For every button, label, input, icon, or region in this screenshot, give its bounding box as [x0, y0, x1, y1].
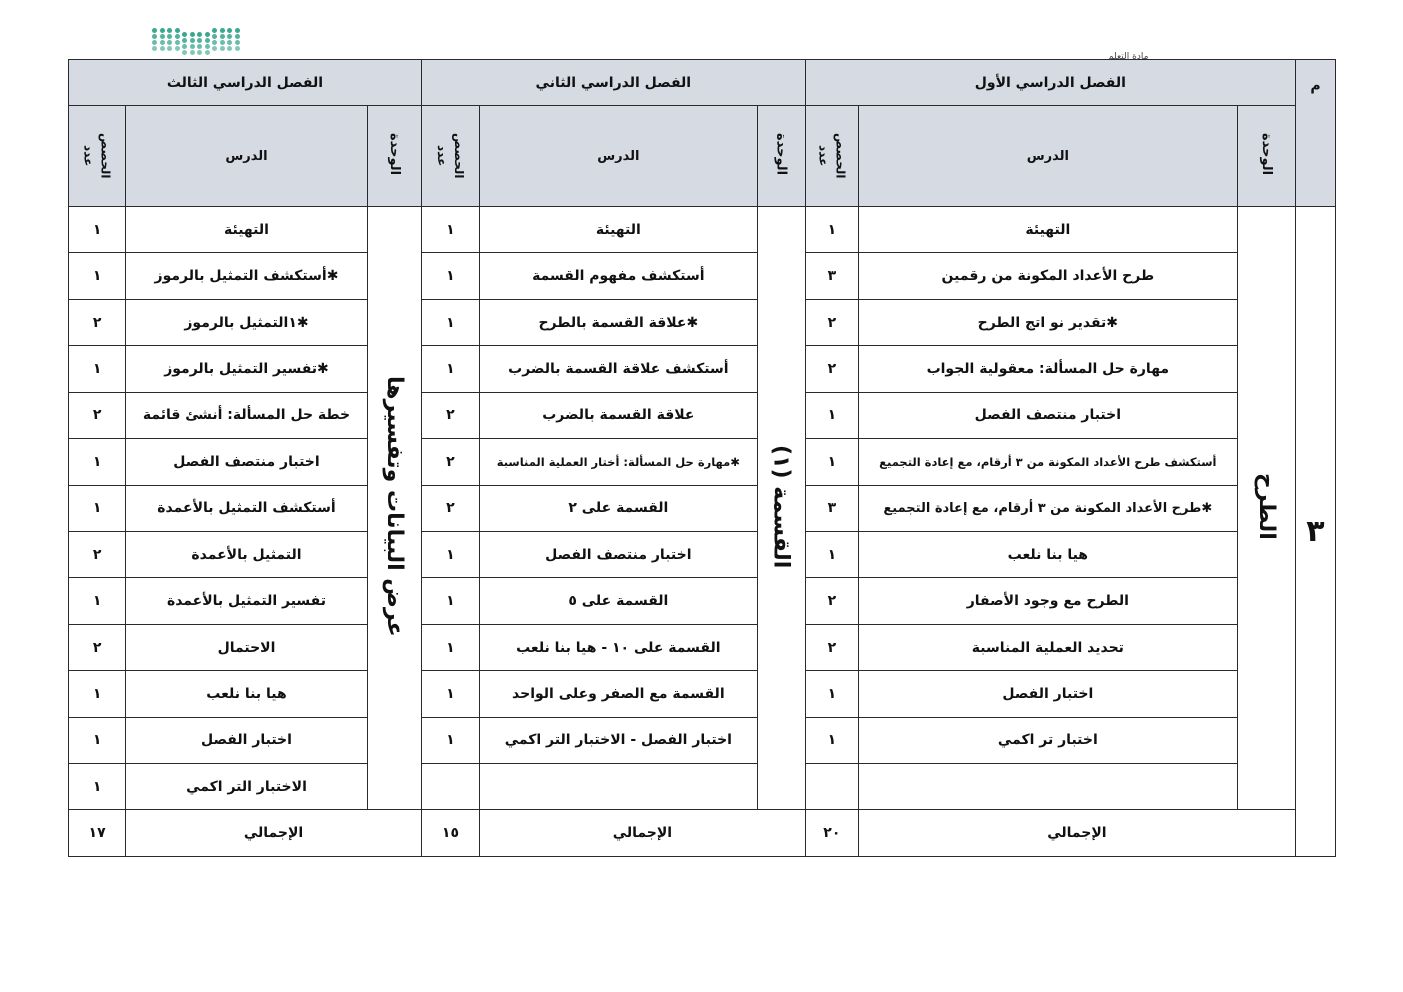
s1-count: ١ [805, 439, 858, 485]
s3-lesson: ✱تفسير التمثيل بالرموز [126, 346, 368, 392]
s3-lesson-header: الدرس [126, 106, 368, 207]
logo-dot [212, 34, 217, 39]
s3-count: ١ [69, 439, 126, 485]
s2-count: ٢ [421, 439, 479, 485]
semester-header-row [69, 60, 1336, 106]
logo-dot [197, 32, 202, 37]
table-row [69, 531, 1336, 577]
logo-dot [227, 28, 232, 33]
s1-lesson: طرح الأعداد المكونة من رقمين [858, 253, 1237, 299]
logo-dot [197, 44, 202, 49]
s1-count: ١ [805, 531, 858, 577]
s1-lesson: ✱طرح الأعداد المكونة من ٣ أرقام، مع إعادة التجميع [858, 485, 1237, 531]
s1-lesson [858, 764, 1237, 810]
s1-lesson: اختبار منتصف الفصل [858, 392, 1237, 438]
s3-count-header: الحصص عدد [69, 106, 126, 207]
logo-dot [160, 46, 165, 51]
s1-total: ٢٠ [805, 810, 858, 857]
s1-lesson: اختبار الفصل [858, 671, 1237, 717]
s1-count: ١ [805, 717, 858, 763]
s3-lesson: خطة حل المسألة: أنشئ قائمة [126, 392, 368, 438]
m-header: م [1295, 60, 1335, 207]
logo-dot [152, 40, 157, 45]
s2-lesson: اختبار منتصف الفصل [480, 531, 758, 577]
logo-dot [182, 38, 187, 43]
logo-dot [235, 34, 240, 39]
s3-count: ١ [69, 485, 126, 531]
logo-dot [182, 50, 187, 55]
s2-lesson [480, 764, 758, 810]
s3-lesson: التمثيل بالأعمدة [126, 531, 368, 577]
logo-dot [235, 28, 240, 33]
logo-dot [220, 34, 225, 39]
table-row [69, 253, 1336, 299]
s1-count: ٢ [805, 624, 858, 670]
s2-lesson: أستكشف مفهوم القسمة [480, 253, 758, 299]
s2-count: ١ [421, 299, 479, 345]
s2-unit: القسمة (١) [757, 207, 805, 810]
logo-dot [205, 44, 210, 49]
table-row [69, 485, 1336, 531]
s3-lesson: هيا بنا نلعب [126, 671, 368, 717]
s2-lesson: علاقة القسمة بالضرب [480, 392, 758, 438]
s2-total-label: الإجمالي [480, 810, 806, 857]
s1-unit-header: الوحدة [1237, 106, 1295, 207]
table-row [69, 717, 1336, 763]
totals-row [69, 810, 1336, 857]
s3-lesson: اختبار الفصل [126, 717, 368, 763]
table-row [69, 439, 1336, 485]
s1-lesson: هيا بنا نلعب [858, 531, 1237, 577]
logo-dot [152, 46, 157, 51]
s2-count: ١ [421, 578, 479, 624]
logo-dot [205, 38, 210, 43]
s2-count: ١ [421, 624, 479, 670]
s3-total-label: الإجمالي [126, 810, 422, 857]
logo-dot [190, 50, 195, 55]
logo-dot [227, 34, 232, 39]
logo-dot [190, 38, 195, 43]
logo-dot [160, 34, 165, 39]
s1-lesson-header: الدرس [858, 106, 1237, 207]
s1-lesson: أستكشف طرح الأعداد المكونة من ٣ أرقام، مع إعادة التجميع [858, 439, 1237, 485]
logo-dot [175, 34, 180, 39]
s2-count: ١ [421, 253, 479, 299]
s1-count: ٣ [805, 253, 858, 299]
logo-dot [212, 46, 217, 51]
logo-dot [182, 44, 187, 49]
s2-lesson: القسمة على ١٠ - هيا بنا نلعب [480, 624, 758, 670]
s2-lesson: اختبار الفصل - الاختبار التر اكمي [480, 717, 758, 763]
table-row [69, 299, 1336, 345]
s1-lesson: الطرح مع وجود الأصفار [858, 578, 1237, 624]
s2-lesson-header: الدرس [480, 106, 758, 207]
top-faint-text: مادة التعلم [1108, 52, 1149, 62]
table-row [69, 671, 1336, 717]
s3-count: ١ [69, 346, 126, 392]
logo-dot [182, 32, 187, 37]
s3-count: ٢ [69, 624, 126, 670]
s2-lesson: أستكشف علاقة القسمة بالضرب [480, 346, 758, 392]
s3-lesson: أستكشف التمثيل بالأعمدة [126, 485, 368, 531]
s3-count: ٢ [69, 392, 126, 438]
s1-count: ١ [805, 392, 858, 438]
logo-dot [175, 28, 180, 33]
s3-lesson: اختبار منتصف الفصل [126, 439, 368, 485]
s3-lesson: الاحتمال [126, 624, 368, 670]
s3-lesson: ✱أستكشف التمثيل بالرموز [126, 253, 368, 299]
table-row [69, 207, 1336, 253]
column-header-row [69, 106, 1336, 207]
s1-count: ٢ [805, 299, 858, 345]
s2-count: ١ [421, 717, 479, 763]
table-row [69, 346, 1336, 392]
s3-count: ١ [69, 253, 126, 299]
s1-lesson: ✱تقدير نو اتج الطرح [858, 299, 1237, 345]
s2-count: ٢ [421, 392, 479, 438]
s3-lesson: الاختبار التر اكمي [126, 764, 368, 810]
s2-lesson: ✱مهارة حل المسألة: أختار العملية المناسبة [480, 439, 758, 485]
logo-dot [205, 32, 210, 37]
table-row [69, 578, 1336, 624]
logo-dot [197, 50, 202, 55]
logo-dot [220, 28, 225, 33]
logo-dot [167, 28, 172, 33]
s2-count-header: الحصص عدد [421, 106, 479, 207]
s2-lesson: القسمة على ٢ [480, 485, 758, 531]
logo-dot [167, 40, 172, 45]
logo-dot [212, 28, 217, 33]
logo-dot [227, 40, 232, 45]
s1-count: ١ [805, 207, 858, 253]
s1-lesson: تحديد العملية المناسبة [858, 624, 1237, 670]
s1-total-label: الإجمالي [858, 810, 1295, 857]
table-row [69, 624, 1336, 670]
s3-total: ١٧ [69, 810, 126, 857]
s3-lesson: التهيئة [126, 207, 368, 253]
logo-dot [212, 40, 217, 45]
logo-dot [160, 28, 165, 33]
s1-count [805, 764, 858, 810]
table-row [69, 764, 1336, 810]
s3-count: ١ [69, 578, 126, 624]
logo-dot [197, 38, 202, 43]
s2-count [421, 764, 479, 810]
s2-count: ١ [421, 531, 479, 577]
s2-lesson: ✱علاقة القسمة بالطرح [480, 299, 758, 345]
s1-count: ٢ [805, 578, 858, 624]
logo-dot [220, 46, 225, 51]
logo-dot [190, 32, 195, 37]
logo-dot [220, 40, 225, 45]
s1-count: ٣ [805, 485, 858, 531]
s1-lesson: مهارة حل المسألة: معقولية الجواب [858, 346, 1237, 392]
s3-count: ٢ [69, 299, 126, 345]
s1-unit: الطرح [1237, 207, 1295, 810]
s1-count: ١ [805, 671, 858, 717]
s2-count: ٢ [421, 485, 479, 531]
logo-dot [190, 44, 195, 49]
semester3-header: الفصل الدراسي الثالث [69, 60, 422, 106]
s3-count: ١ [69, 671, 126, 717]
s3-lesson: تفسير التمثيل بالأعمدة [126, 578, 368, 624]
logo-dot [167, 46, 172, 51]
logo-dot [175, 40, 180, 45]
semester1-header: الفصل الدراسي الأول [805, 60, 1295, 106]
logo-dot [175, 46, 180, 51]
s3-unit-header: الوحدة [367, 106, 421, 207]
s3-unit: عرض البيانات وتفسيرها [367, 207, 421, 810]
ministry-logo [152, 28, 244, 58]
s1-lesson: التهيئة [858, 207, 1237, 253]
logo-dot [205, 50, 210, 55]
s2-lesson: القسمة على ٥ [480, 578, 758, 624]
logo-dot [235, 40, 240, 45]
s2-count: ١ [421, 346, 479, 392]
logo-dot [235, 46, 240, 51]
s3-lesson: ✱١التمثيل بالرموز [126, 299, 368, 345]
s1-lesson: اختبار تر اكمي [858, 717, 1237, 763]
s3-count: ٢ [69, 531, 126, 577]
semester2-header: الفصل الدراسي الثاني [421, 60, 805, 106]
row-number: ٣ [1295, 207, 1335, 857]
s3-count: ١ [69, 207, 126, 253]
s2-lesson: القسمة مع الصفر وعلى الواحد [480, 671, 758, 717]
s2-lesson: التهيئة [480, 207, 758, 253]
s2-total: ١٥ [421, 810, 479, 857]
s2-count: ١ [421, 671, 479, 717]
s3-count: ١ [69, 717, 126, 763]
logo-dot [152, 28, 157, 33]
logo-dot [227, 46, 232, 51]
s2-count: ١ [421, 207, 479, 253]
s1-count: ٢ [805, 346, 858, 392]
s2-unit-header: الوحدة [757, 106, 805, 207]
logo-dot [152, 34, 157, 39]
logo-dot [167, 34, 172, 39]
logo-dot [160, 40, 165, 45]
s3-count: ١ [69, 764, 126, 810]
table-row [69, 392, 1336, 438]
s1-count-header: الحصص عدد [805, 106, 858, 207]
curriculum-plan-table [68, 59, 1336, 857]
